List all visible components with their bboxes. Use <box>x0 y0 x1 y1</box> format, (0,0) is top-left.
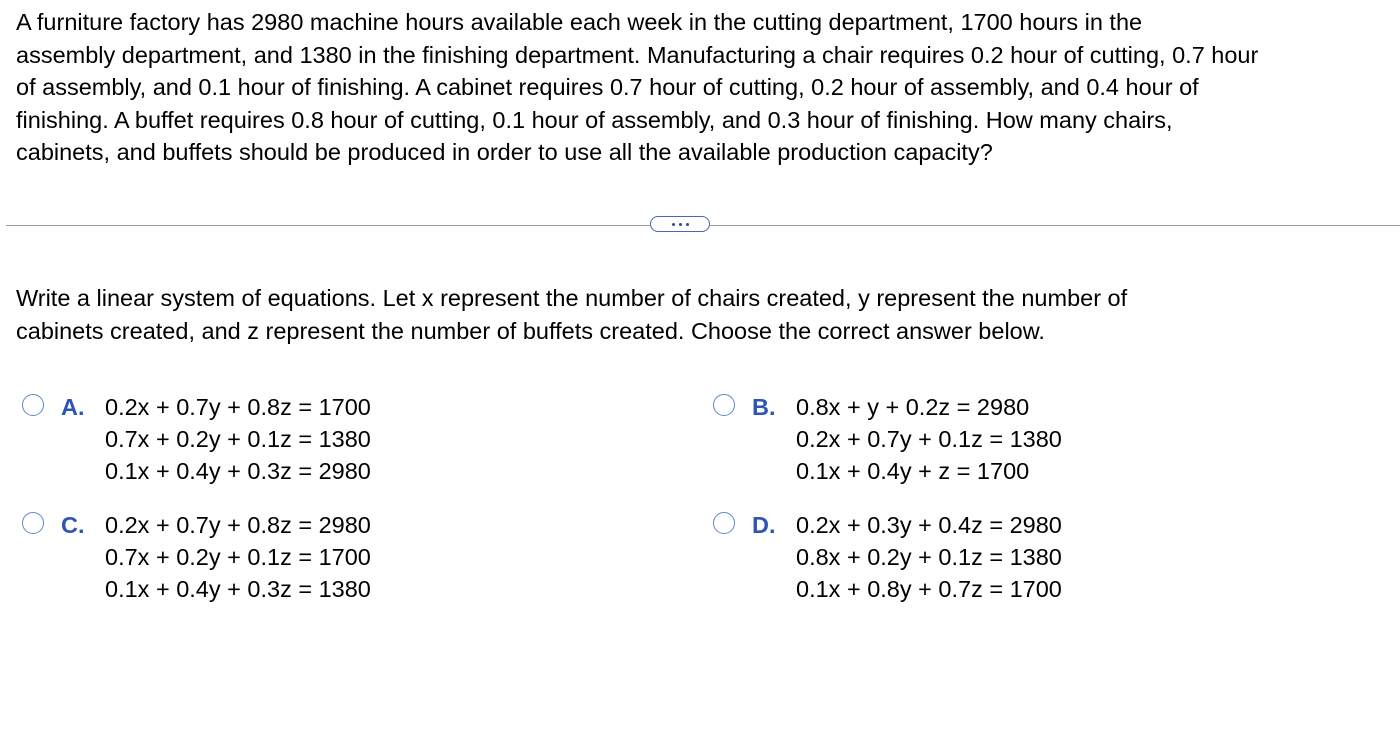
equation: 0.1x + 0.4y + z = 1700 <box>796 458 1030 484</box>
problem-statement <box>16 6 1396 169</box>
equation: 0.1x + 0.4y + 0.3z = 2980 <box>105 458 371 484</box>
instruction-line: Write a linear system of equations. Let x represent the number of chairs created, y represent the number of <box>16 285 1128 311</box>
radio-button-d[interactable] <box>713 512 735 534</box>
equation: 0.8x + y + 0.2z = 2980 <box>796 394 1030 420</box>
equation-system <box>796 509 1062 605</box>
equation: 0.1x + 0.8y + 0.7z = 1700 <box>796 576 1062 602</box>
equation: 0.7x + 0.2y + 0.1z = 1380 <box>105 426 371 452</box>
equation-system <box>105 391 371 487</box>
ellipsis-icon <box>686 223 689 226</box>
radio-button-a[interactable] <box>22 394 44 416</box>
answer-option-a[interactable] <box>22 391 371 487</box>
problem-line: assembly department, and 1380 in the finishing department. Manufacturing a chair requires 0.2 hour of cutting, 0.7 hour <box>16 41 1259 68</box>
equation: 0.2x + 0.7y + 0.1z = 1380 <box>796 426 1062 452</box>
equation: 0.1x + 0.4y + 0.3z = 1380 <box>105 576 371 602</box>
problem-line: cabinets, and buffets should be produced in order to use all the available production capacity? <box>16 139 993 165</box>
answer-option-d[interactable] <box>713 509 1062 605</box>
equation: 0.8x + 0.2y + 0.1z = 1380 <box>796 544 1062 570</box>
show-more-button[interactable] <box>650 216 710 232</box>
equation: 0.2x + 0.7y + 0.8z = 2980 <box>105 512 371 538</box>
option-letter: C. <box>61 512 85 538</box>
question-instruction <box>16 282 1386 347</box>
equation: 0.2x + 0.3y + 0.4z = 2980 <box>796 512 1062 538</box>
option-letter: B. <box>752 394 776 420</box>
option-letter: D. <box>752 512 776 538</box>
problem-line: of assembly, and 0.1 hour of finishing. A cabinet requires 0.7 hour of cutting, 0.2 hour of assembly, and 0.4 hour of <box>16 74 1199 100</box>
radio-button-c[interactable] <box>22 512 44 534</box>
instruction-line: cabinets created, and z represent the number of buffets created. Choose the correct answer below. <box>16 317 1045 344</box>
problem-line: A furniture factory has 2980 machine hours available each week in the cutting department, 1700 hours in the <box>16 9 1143 35</box>
ellipsis-icon <box>679 223 682 226</box>
answer-option-c[interactable] <box>22 509 371 605</box>
answer-option-b[interactable] <box>713 391 1062 487</box>
equation: 0.7x + 0.2y + 0.1z = 1700 <box>105 544 371 570</box>
equation-system <box>105 509 371 605</box>
option-letter: A. <box>61 394 85 420</box>
ellipsis-icon <box>672 223 675 226</box>
radio-button-b[interactable] <box>713 394 735 416</box>
equation: 0.2x + 0.7y + 0.8z = 1700 <box>105 394 371 420</box>
problem-line: finishing. A buffet requires 0.8 hour of cutting, 0.1 hour of assembly, and 0.3 hour of finishing. How many chairs, <box>16 106 1173 133</box>
equation-system <box>796 391 1062 487</box>
